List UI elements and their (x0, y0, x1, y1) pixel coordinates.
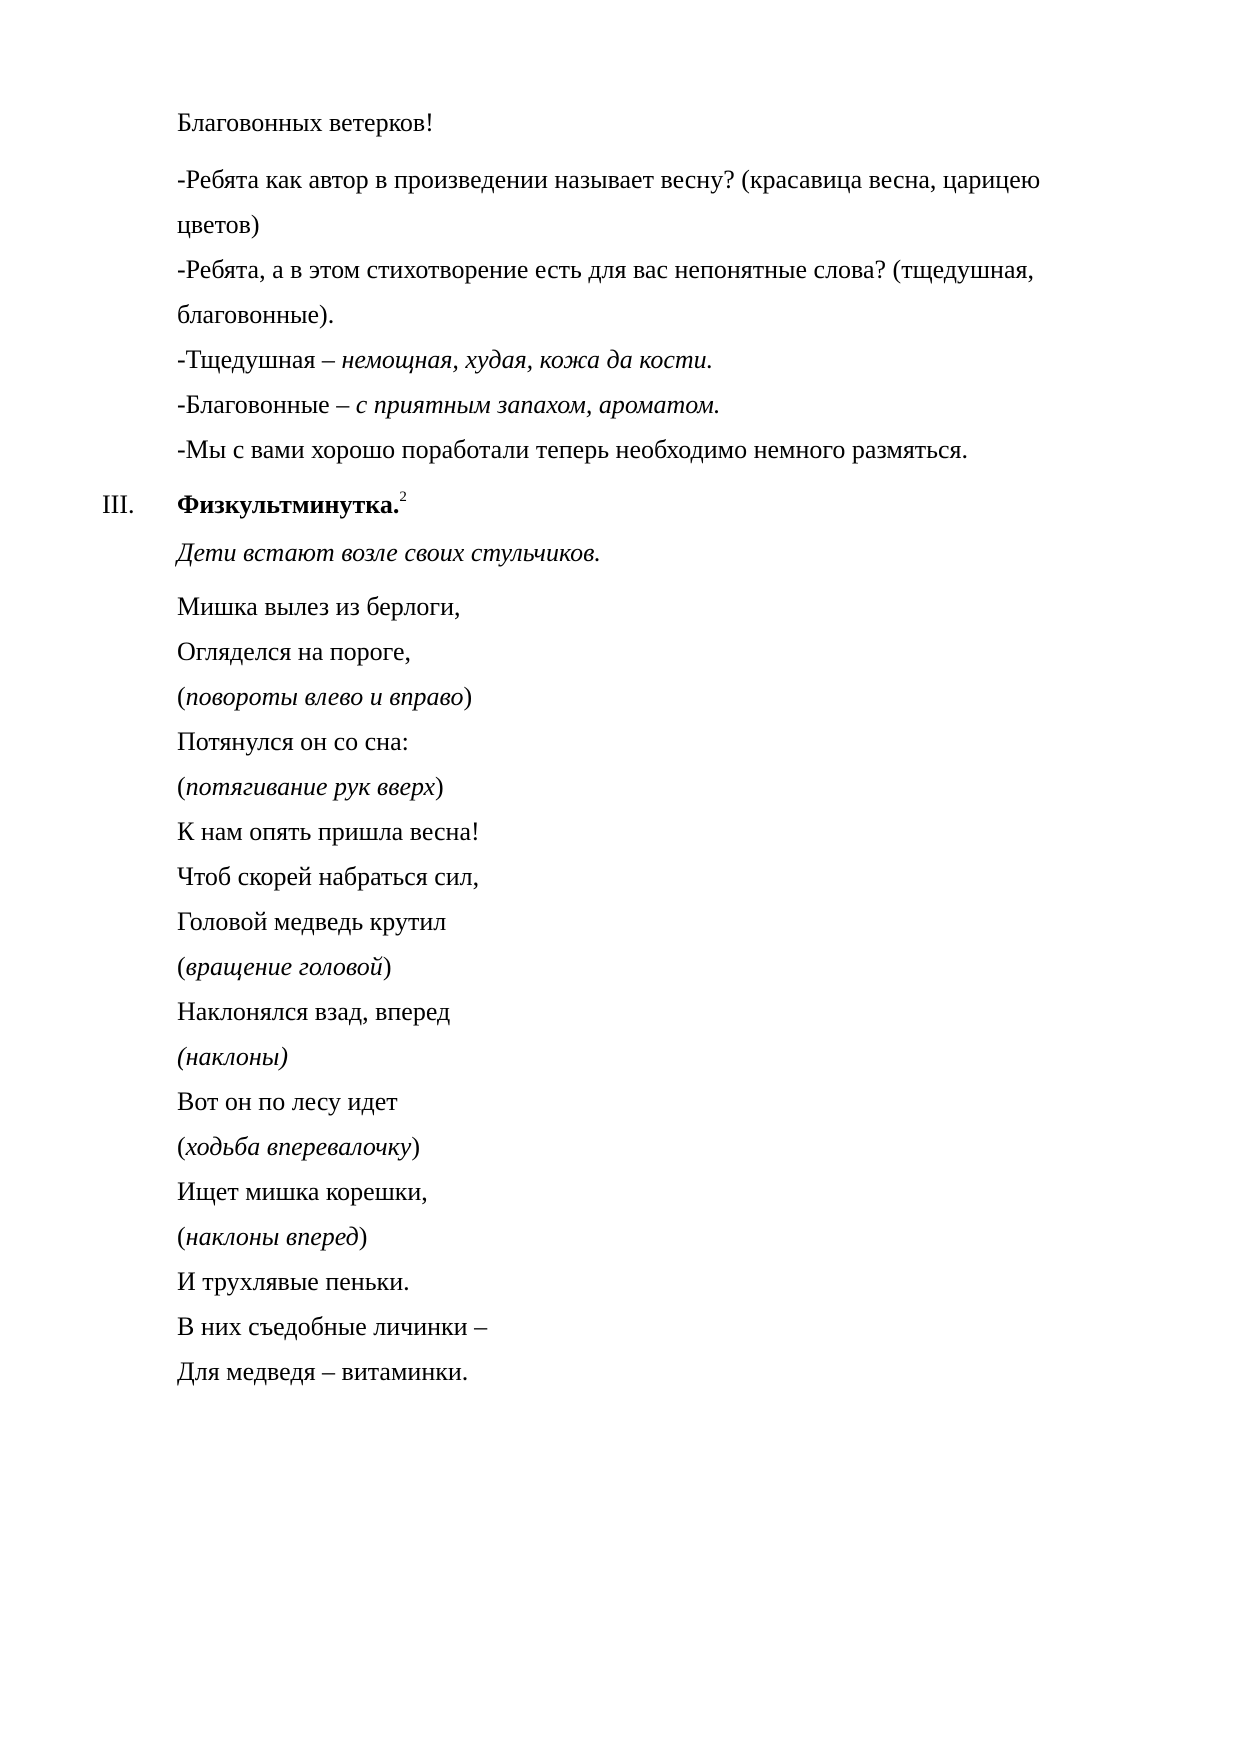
poem-line: Для медведя – витаминки. (177, 1357, 469, 1386)
section-number: III. (102, 490, 135, 519)
poem-direction: (наклоны) (177, 1042, 289, 1071)
poem-line: В них съедобные личинки – (177, 1312, 488, 1341)
definition-line (177, 390, 720, 420)
footnote-marker: 2 (399, 489, 407, 505)
section-instruction: Дети встают возле своих стульчиков. (177, 538, 601, 567)
definition-meaning: немощная, худая, кожа да кости. (341, 345, 714, 374)
poem-line: Ищет мишка корешки, (177, 1177, 428, 1206)
poem-direction (177, 952, 391, 982)
definition-meaning: с приятным запахом, ароматом. (355, 390, 721, 419)
paren: ) (463, 682, 473, 711)
poem-line: Головой медведь крутил (177, 907, 447, 936)
paren: ( (177, 1222, 186, 1251)
direction-text: вращение головой (185, 952, 383, 981)
paren: ) (411, 1132, 421, 1161)
paren: ( (177, 772, 186, 801)
poem-line: Вот он по лесу идет (177, 1087, 398, 1116)
paren: ( (177, 952, 186, 981)
poem-direction (177, 682, 472, 712)
poem-direction (177, 1132, 420, 1162)
intro-line: Благовонных ветерков! (177, 108, 434, 137)
poem-line: Потянулся он со сна: (177, 727, 409, 756)
direction-text: наклоны вперед (185, 1222, 359, 1251)
paren: ( (177, 682, 186, 711)
paren: ) (382, 952, 392, 981)
poem-line: Мишка вылез из берлоги, (177, 592, 461, 621)
definition-term: -Благовонные – (177, 390, 356, 419)
question-line-cont: цветов) (177, 210, 260, 239)
paren: ) (358, 1222, 368, 1251)
poem-line: Огляделся на пороге, (177, 637, 412, 666)
question-line-cont: благовонные). (177, 300, 335, 329)
definition-line (177, 345, 713, 375)
definition-term: -Тщедушная – (177, 345, 342, 374)
poem-line: И трухлявые пеньки. (177, 1267, 410, 1296)
direction-text: повороты влево и вправо (185, 682, 464, 711)
closing-line: -Мы с вами хорошо поработали теперь необходимо немного размяться. (177, 435, 969, 464)
paren: ) (435, 772, 444, 801)
section-title: Физкультминутка. (177, 490, 400, 519)
poem-line: Наклонялся взад, вперед (177, 997, 451, 1026)
paren: ( (177, 1132, 186, 1161)
direction-text: потягивание рук вверх (185, 772, 436, 801)
poem-line: К нам опять пришла весна! (177, 817, 480, 846)
question-line: -Ребята, а в этом стихотворение есть для вас непонятные слова? (тщедушная, (177, 255, 1034, 284)
question-line: -Ребята как автор в произведении называет весну? (красавица весна, царицею (177, 165, 1041, 194)
poem-direction (177, 1222, 367, 1252)
direction-text: ходьба вперевалочку (185, 1132, 412, 1161)
section-heading (177, 490, 407, 520)
poem-direction (177, 772, 444, 802)
poem-line: Чтоб скорей набраться сил, (177, 862, 480, 891)
